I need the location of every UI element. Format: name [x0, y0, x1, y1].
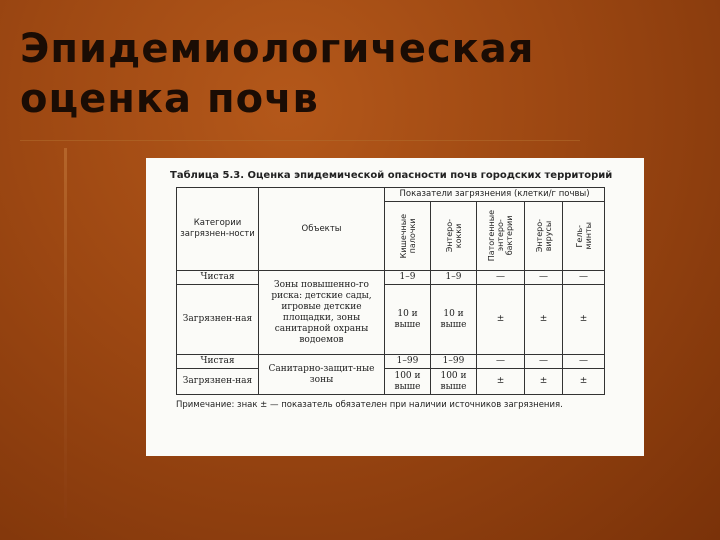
header-col-enteroviruses — [525, 202, 563, 271]
header-col-enteroviruses-label: Энтеро- вирусы — [534, 219, 553, 253]
cell: — — [477, 355, 525, 369]
row-category: Чистая — [177, 271, 259, 285]
decorative-divider — [20, 140, 580, 141]
header-col-coliform — [385, 202, 431, 271]
objects-high-risk: Зоны повышенно-го риска: детские сады, игровые детские площадки, зоны санитарной охраны водоемов — [259, 271, 385, 355]
cell: — — [477, 271, 525, 285]
decorative-vertical-line — [64, 148, 67, 518]
header-indicators: Показатели загрязнения (клетки/г почвы) — [385, 188, 605, 202]
header-col-coliform-label: Кишечные палочки — [398, 213, 417, 259]
cell: ± — [477, 285, 525, 355]
table-row — [177, 271, 605, 285]
table-row — [177, 355, 605, 369]
cell: ± — [477, 369, 525, 395]
cell: — — [525, 271, 563, 285]
cell: — — [525, 355, 563, 369]
table-row — [177, 285, 605, 355]
soil-assessment-table — [176, 187, 605, 395]
cell: 1–9 — [431, 271, 477, 285]
cell: — — [563, 271, 605, 285]
slide-title-line1: Эпидемиологическая — [20, 26, 535, 72]
header-col-helminths-label: Гель- минты — [574, 222, 593, 250]
scanned-table-image — [146, 158, 644, 456]
header-col-helminths — [563, 202, 605, 271]
header-objects: Объекты — [259, 188, 385, 271]
row-category: Загрязнен-ная — [177, 285, 259, 355]
table-caption: Таблица 5.3. Оценка эпидемической опасности почв городских территорий — [170, 170, 613, 181]
cell: 10 и выше — [431, 285, 477, 355]
header-col-pathogenic — [477, 202, 525, 271]
row-category: Загрязнен-ная — [177, 369, 259, 395]
cell: — — [563, 355, 605, 369]
header-col-enterococci-label: Энтеро- кокки — [444, 219, 463, 253]
header-col-pathogenic-label: Патогенные энтеро- бактерии — [487, 210, 514, 262]
objects-sanitary-zones: Санитарно-защит-ные зоны — [259, 355, 385, 395]
table-row — [177, 369, 605, 395]
row-category: Чистая — [177, 355, 259, 369]
cell: 10 и выше — [385, 285, 431, 355]
cell: 1–99 — [385, 355, 431, 369]
cell: ± — [563, 369, 605, 395]
header-category: Категории загрязнен-ности — [177, 188, 259, 271]
header-col-enterococci — [431, 202, 477, 271]
cell: 100 и выше — [431, 369, 477, 395]
cell: ± — [525, 285, 563, 355]
table-note: Примечание: знак ± — показатель обязателен при наличии источников загрязнения. — [176, 400, 563, 410]
cell: 1–9 — [385, 271, 431, 285]
cell: 1–99 — [431, 355, 477, 369]
cell: ± — [563, 285, 605, 355]
cell: 100 и выше — [385, 369, 431, 395]
cell: ± — [525, 369, 563, 395]
slide-title — [20, 24, 700, 124]
slide-title-line2: оценка почв — [20, 76, 319, 122]
table-header-row — [177, 188, 605, 202]
